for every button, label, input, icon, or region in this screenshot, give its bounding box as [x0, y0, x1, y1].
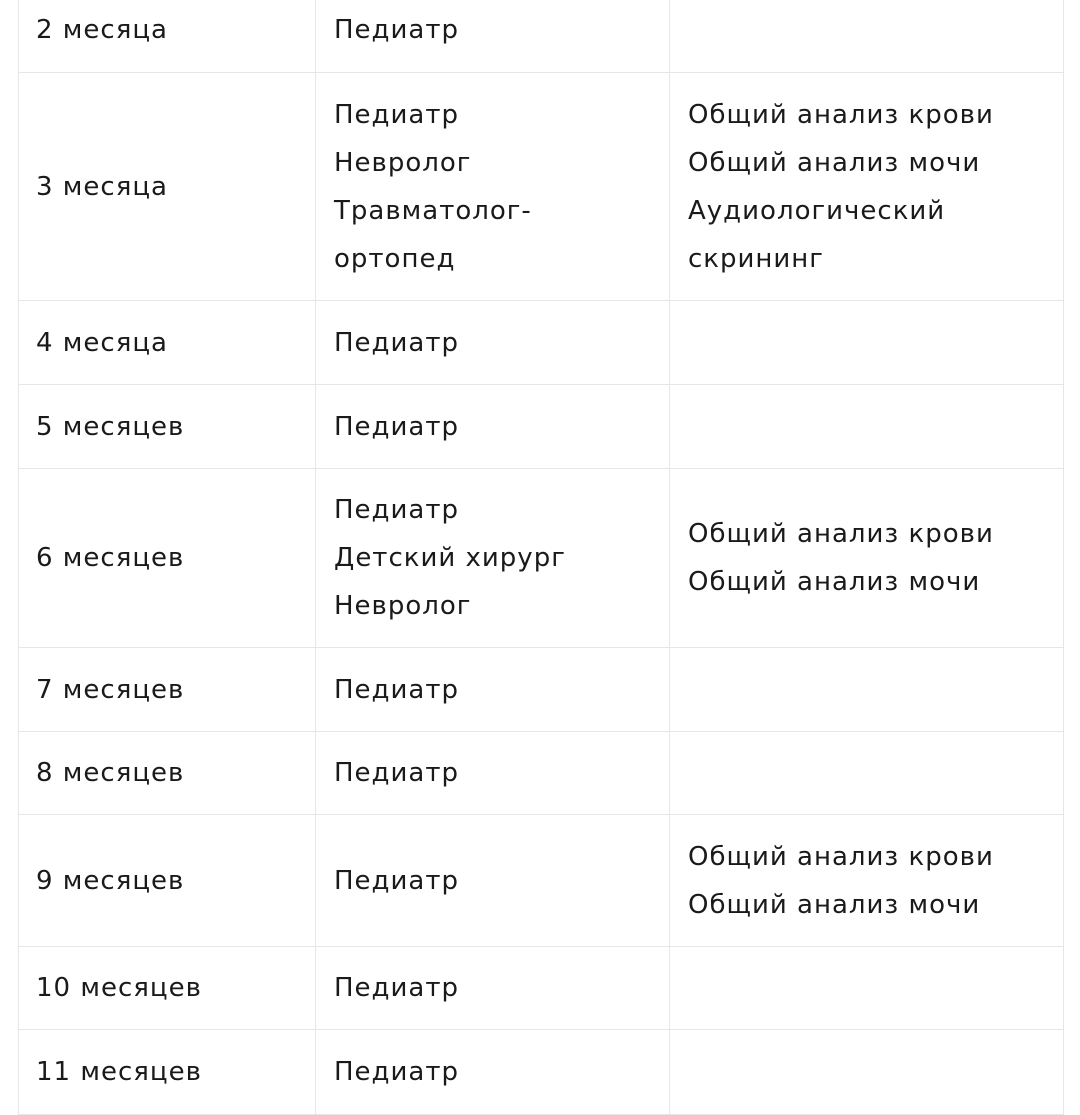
table-row [18, 469, 1064, 648]
table-row [18, 732, 1064, 815]
specialists-cell [315, 0, 669, 72]
table-row [18, 73, 1064, 301]
specialist-item: Педиатр [334, 758, 460, 788]
specialist-item: Педиатр [334, 973, 460, 1003]
age-label: 7 месяцев [36, 674, 185, 705]
age-cell [18, 73, 315, 300]
specialist-item: Детский хирург [334, 543, 566, 573]
test-item: Общий анализ крови [688, 99, 994, 130]
age-cell [18, 469, 315, 647]
age-cell [18, 1030, 315, 1114]
test-item: Аудиологический [688, 195, 946, 226]
checkup-schedule-table [18, 0, 1064, 1115]
age-cell [18, 385, 315, 468]
tests-cell [669, 385, 1064, 468]
tests-cell [669, 648, 1064, 731]
age-label: 5 месяцев [36, 411, 185, 442]
age-cell [18, 301, 315, 384]
specialist-item: Педиатр [334, 495, 460, 525]
tests-cell [669, 732, 1064, 814]
age-cell [18, 648, 315, 731]
test-item: Общий анализ мочи [688, 567, 981, 597]
tests-cell [669, 947, 1064, 1029]
age-label: 8 месяцев [36, 758, 185, 788]
age-cell [18, 815, 315, 946]
specialists-cell [315, 947, 669, 1029]
specialists-cell [315, 815, 669, 946]
tests-cell [669, 469, 1064, 647]
specialist-item: Педиатр [334, 1057, 460, 1087]
age-label: 3 месяца [36, 171, 168, 202]
specialists-cell [315, 1030, 669, 1114]
table-row [18, 385, 1064, 469]
specialist-item: Педиатр [334, 674, 460, 705]
specialists-cell [315, 732, 669, 814]
specialist-item: Невролог [334, 591, 472, 621]
specialist-item: Педиатр [334, 99, 460, 130]
table-row [18, 0, 1064, 73]
age-label: 9 месяцев [36, 865, 185, 896]
specialist-item: ортопед [334, 243, 456, 274]
tests-cell [669, 815, 1064, 946]
test-item: Общий анализ крови [688, 519, 994, 549]
test-item: Общий анализ мочи [688, 889, 981, 920]
specialists-cell [315, 648, 669, 731]
age-label: 11 месяцев [36, 1057, 202, 1087]
tests-cell [669, 73, 1064, 300]
specialists-cell [315, 385, 669, 468]
tests-cell [669, 301, 1064, 384]
age-label: 2 месяца [36, 15, 168, 45]
specialists-cell [315, 73, 669, 300]
tests-cell [669, 0, 1064, 72]
test-item: скрининг [688, 243, 824, 274]
age-cell [18, 947, 315, 1029]
specialist-item: Невролог [334, 147, 472, 178]
table-row [18, 947, 1064, 1030]
age-label: 4 месяца [36, 327, 168, 358]
specialist-item: Педиатр [334, 327, 460, 358]
age-label: 10 месяцев [36, 973, 202, 1003]
table-row [18, 815, 1064, 947]
specialists-cell [315, 301, 669, 384]
specialist-item: Педиатр [334, 865, 460, 896]
test-item: Общий анализ крови [688, 841, 994, 872]
age-label: 6 месяцев [36, 543, 185, 573]
specialists-cell [315, 469, 669, 647]
test-item: Общий анализ мочи [688, 147, 981, 178]
age-cell [18, 0, 315, 72]
table-row [18, 301, 1064, 385]
tests-cell [669, 1030, 1064, 1114]
table-row [18, 648, 1064, 732]
specialist-item: Травматолог- [334, 195, 532, 226]
specialist-item: Педиатр [334, 15, 460, 45]
age-cell [18, 732, 315, 814]
specialist-item: Педиатр [334, 411, 460, 442]
table-row [18, 1030, 1064, 1115]
